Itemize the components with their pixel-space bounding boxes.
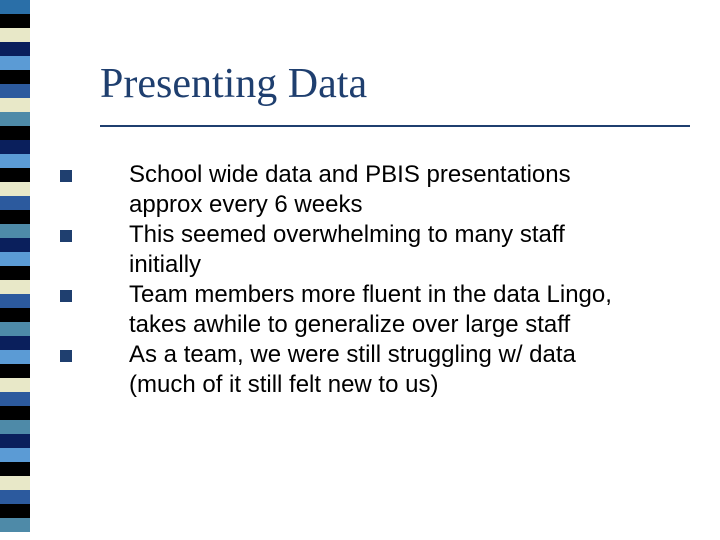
stripe-block (0, 252, 30, 266)
stripe-block (0, 336, 30, 350)
list-item (60, 160, 690, 220)
bullet-line: As a team, we were still struggling w/ data (129, 341, 576, 368)
bullet-line: takes awhile to generalize over large staff (129, 311, 571, 338)
stripe-block (0, 364, 30, 378)
stripe-block (0, 126, 30, 140)
stripe-block (0, 350, 30, 364)
stripe-block (0, 476, 30, 490)
bullet-line: (much of it still felt new to us) (129, 371, 439, 398)
bullet-list (60, 160, 690, 400)
bullet-line: This seemed overwhelming to many staff (129, 221, 565, 248)
bullet-line: approx every 6 weeks (129, 191, 363, 218)
stripe-block (0, 140, 30, 154)
stripe-block (0, 308, 30, 322)
bullet-line: initially (129, 251, 202, 278)
title-underline (100, 125, 690, 127)
stripe-block (0, 406, 30, 420)
stripe-block (0, 490, 30, 504)
stripe-block (0, 154, 30, 168)
stripe-block (0, 504, 30, 518)
stripe-block (0, 378, 30, 392)
stripe-block (0, 14, 30, 28)
stripe-block (0, 462, 30, 476)
stripe-block (0, 182, 30, 196)
bullet-square-icon (60, 350, 72, 362)
bullet-line: Team members more fluent in the data Lingo, (129, 281, 612, 308)
stripe-block (0, 294, 30, 308)
stripe-block (0, 28, 30, 42)
stripe-block (0, 420, 30, 434)
slide-title: Presenting Data (100, 61, 368, 107)
stripe-block (0, 518, 30, 532)
stripe-block (0, 0, 30, 14)
stripe-block (0, 266, 30, 280)
list-item (60, 340, 690, 400)
bullet-square-icon (60, 290, 72, 302)
list-item (60, 220, 690, 280)
stripe-block (0, 210, 30, 224)
stripe-block (0, 42, 30, 56)
stripe-block (0, 238, 30, 252)
decorative-stripe (0, 0, 30, 540)
stripe-block (0, 392, 30, 406)
bullet-line: School wide data and PBIS presentations (129, 161, 571, 188)
stripe-block (0, 224, 30, 238)
stripe-block (0, 434, 30, 448)
stripe-block (0, 168, 30, 182)
stripe-block (0, 98, 30, 112)
stripe-block (0, 70, 30, 84)
bullet-square-icon (60, 170, 72, 182)
list-item (60, 280, 690, 340)
stripe-block (0, 448, 30, 462)
stripe-block (0, 112, 30, 126)
stripe-block (0, 280, 30, 294)
bullet-square-icon (60, 230, 72, 242)
stripe-block (0, 196, 30, 210)
stripe-block (0, 322, 30, 336)
stripe-block (0, 84, 30, 98)
stripe-block (0, 56, 30, 70)
